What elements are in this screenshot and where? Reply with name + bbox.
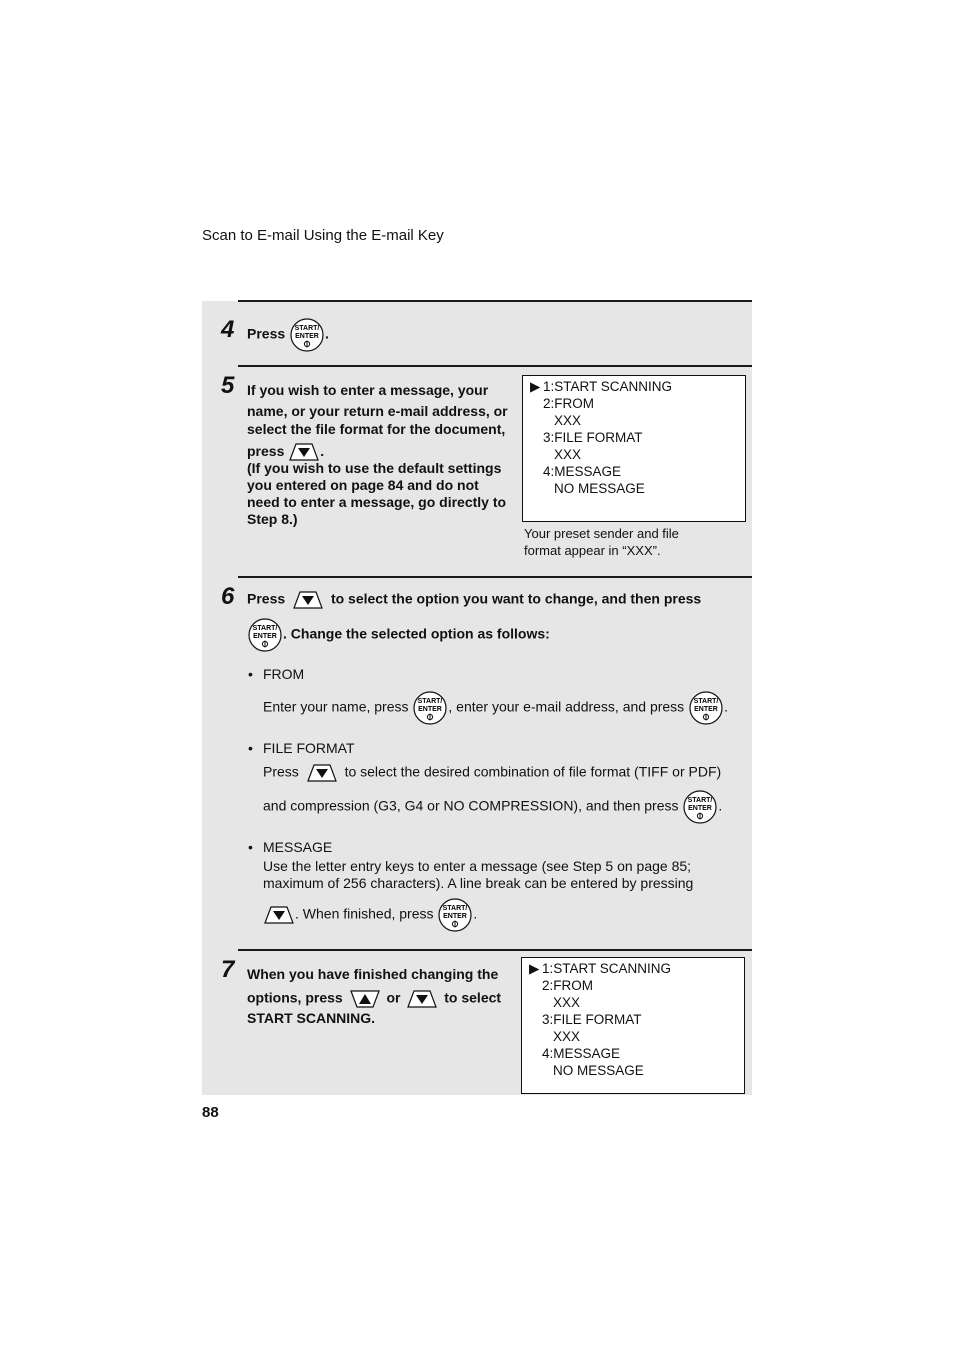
page-number: 88 (202, 1104, 219, 1121)
lcd-row: 2:FROM (542, 978, 594, 993)
lcd-row: XXX (553, 1029, 581, 1044)
lcd-row: NO MESSAGE (553, 1063, 644, 1078)
period: . (473, 905, 478, 922)
step-5-line: select the file format for the document, (247, 421, 506, 437)
option-message-line-2: maximum of 256 characters). A line break can be entered by pressing (263, 875, 694, 891)
step-5-press: press (247, 443, 285, 459)
lcd-row: 1:START SCANNING (543, 379, 673, 394)
step-5-note-line: (If you wish to use the default settings (247, 460, 502, 477)
option-message-title: MESSAGE (263, 839, 333, 855)
down-arrow-key-icon (263, 905, 295, 925)
page-header-title: Scan to E-mail Using the E-mail Key (202, 227, 444, 244)
start-enter-key-icon (247, 618, 283, 652)
option-message-line-1: Use the letter entry keys to enter a message (see Step 5 on page 85; (263, 858, 692, 874)
step-7-or: or (386, 989, 401, 1006)
file-format-text-a: to select the desired combination of file format (TIFF or PDF) (344, 763, 722, 780)
step-5-line: If you wish to enter a message, your (247, 382, 489, 398)
lcd-row: 4:MESSAGE (543, 464, 622, 479)
down-arrow-key-icon (292, 590, 324, 610)
lcd-row: 1:START SCANNING (542, 961, 672, 976)
lcd-row: 3:FILE FORMAT (542, 1012, 642, 1027)
from-text-a: Enter your name, press (263, 698, 409, 715)
step-7-options-press: options, press (247, 989, 343, 1006)
step-7-line-1: When you have finished changing the (247, 966, 499, 982)
step-5-text (247, 381, 508, 528)
bullet: • (248, 839, 253, 855)
bullet: • (248, 666, 253, 682)
lcd-cursor-icon: ▶ (530, 379, 541, 394)
step-7-line-3: START SCANNING. (247, 1010, 376, 1026)
step-number-4: 4 (221, 316, 235, 343)
divider (238, 949, 752, 951)
step-6-text (247, 590, 701, 610)
option-file-format-text (263, 763, 721, 783)
start-enter-key-icon (688, 691, 724, 725)
file-format-text-b: and compression (G3, G4 or NO COMPRESSION), and then press (263, 797, 679, 814)
file-format-press: Press (263, 763, 299, 780)
step-5-note-line: Step 8.) (247, 511, 298, 528)
divider (238, 576, 752, 578)
up-arrow-key-icon (349, 989, 381, 1009)
period: . (718, 797, 723, 814)
lcd-row: 3:FILE FORMAT (543, 430, 643, 445)
lcd-display (521, 957, 745, 1094)
period: . (325, 325, 329, 342)
down-arrow-key-icon (306, 763, 338, 783)
bullet: • (248, 740, 253, 756)
option-from-text (263, 691, 728, 725)
lcd-cursor-icon: ▶ (529, 961, 540, 976)
step-5-note-line: need to enter a message, go directly to (247, 494, 507, 511)
down-arrow-key-icon (288, 442, 320, 462)
period: . (724, 698, 728, 715)
lcd-row: 4:MESSAGE (542, 1046, 621, 1061)
step-6-text-2 (247, 618, 550, 652)
from-text-b: , enter your e-mail address, and press (448, 698, 685, 715)
period: . (320, 443, 325, 459)
lcd-caption (524, 525, 679, 559)
lcd-row: XXX (554, 447, 582, 462)
lcd-display (522, 375, 746, 522)
lcd-row: 2:FROM (543, 396, 595, 411)
down-arrow-key-icon (406, 989, 438, 1009)
divider (238, 365, 752, 367)
step-number-5: 5 (221, 372, 235, 399)
option-file-format-title: FILE FORMAT (263, 740, 355, 756)
start-enter-key-icon (682, 790, 718, 824)
caption-line: Your preset sender and file (524, 526, 679, 541)
step-number-7: 7 (221, 956, 235, 983)
lcd-row: XXX (554, 413, 582, 428)
option-from-title: FROM (263, 666, 305, 682)
option-message-line-3 (263, 898, 477, 932)
step-7-to-select: to select (444, 989, 502, 1006)
message-text-a: . When finished, press (295, 905, 434, 922)
lcd-row: XXX (553, 995, 581, 1010)
step-5-line: name, or your return e-mail address, or (247, 403, 508, 419)
step-4-text (247, 318, 329, 352)
step-number-6: 6 (221, 583, 235, 610)
divider (238, 300, 752, 302)
start-enter-key-icon (412, 691, 448, 725)
step-6-change-text: . Change the selected option as follows: (283, 625, 550, 642)
step-6-instruction: to select the option you want to change, and then press (330, 590, 702, 607)
start-enter-key-icon (437, 898, 473, 932)
step-6-press: Press (247, 590, 286, 607)
caption-line: format appear in “XXX”. (524, 543, 661, 558)
step-7-line-2 (247, 989, 501, 1009)
start-enter-key-icon (289, 318, 325, 352)
option-file-format-text-2 (263, 790, 722, 824)
lcd-row: NO MESSAGE (554, 481, 645, 496)
step-5-note-line: you entered on page 84 and do not (247, 477, 479, 494)
step-4-press: Press (247, 325, 286, 342)
